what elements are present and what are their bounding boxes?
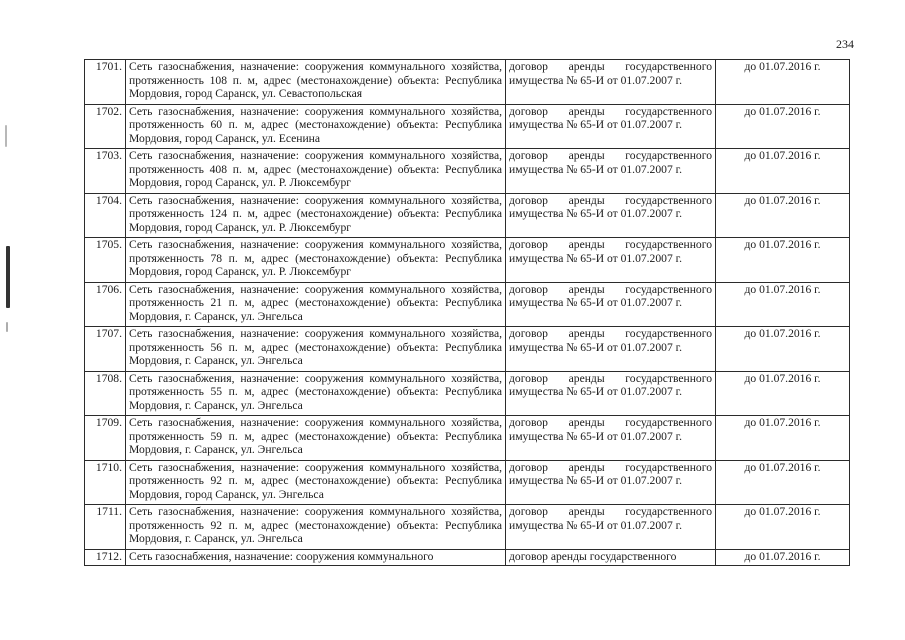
object-description: Сеть газоснабжения, назначение: сооружения коммунального хозяйства, протяженность 108 п. м, адрес (местонахождение) объекта: Республика Мордовия, город Саранск, ул. Севастопольская [126, 60, 506, 105]
row-number: 1706. [85, 282, 126, 327]
object-description: Сеть газоснабжения, назначение: сооружения коммунального хозяйства, протяженность 60 п. м, адрес (местонахождение) объекта: Республика Мордовия, город Саранск, ул. Есенина [126, 104, 506, 149]
object-description: Сеть газоснабжения, назначение: сооружения коммунального хозяйства, протяженность 92 п. м, адрес (местонахождение) объекта: Республика Мордовия, г. Саранск, ул. Энгельса [126, 505, 506, 550]
table-row [85, 505, 850, 550]
lease-basis: договор аренды государственного имущества № 65-И от 01.07.2007 г. [506, 505, 716, 550]
lease-basis: договор аренды государственного имущества № 65-И от 01.07.2007 г. [506, 60, 716, 105]
table-row [85, 238, 850, 283]
row-number: 1711. [85, 505, 126, 550]
lease-term: до 01.07.2016 г. [716, 60, 850, 105]
lease-term: до 01.07.2016 г. [716, 327, 850, 372]
table-row [85, 60, 850, 105]
table-row [85, 193, 850, 238]
lease-term-text: до 01.07.2016 г. [744, 549, 821, 563]
lease-term: до 01.07.2016 г. [716, 193, 850, 238]
table-row [85, 416, 850, 461]
lease-term: до 01.07.2016 г. [716, 104, 850, 149]
table-row [85, 282, 850, 327]
lease-basis: договор аренды государственного имущества № 65-И от 01.07.2007 г. [506, 371, 716, 416]
lease-basis: договор аренды государственного имущества № 65-И от 01.07.2007 г. [506, 460, 716, 505]
row-number: 1708. [85, 371, 126, 416]
lease-term: до 01.07.2016 г. [716, 282, 850, 327]
object-description: Сеть газоснабжения, назначение: сооружения коммунального хозяйства, протяженность 78 п. м, адрес (местонахождение) объекта: Республика Мордовия, город Саранск, ул. Р. Люксембург [126, 238, 506, 283]
scan-artifact-bottom [6, 322, 8, 332]
page-number: 234 [836, 37, 854, 51]
lease-term: до 01.07.2016 г. [716, 460, 850, 505]
lease-term: до 01.07.2016 г. [716, 371, 850, 416]
row-number: 1704. [85, 193, 126, 238]
lease-basis: договор аренды государственного имущества № 65-И от 01.07.2007 г. [506, 416, 716, 461]
row-number: 1703. [85, 149, 126, 194]
lease-term [716, 549, 850, 565]
object-description: Сеть газоснабжения, назначение: сооружения коммунального хозяйства, протяженность 55 п. м, адрес (местонахождение) объекта: Республика Мордовия, г. Саранск, ул. Энгельса [126, 371, 506, 416]
object-description: Сеть газоснабжения, назначение: сооружения коммунального хозяйства, протяженность 92 п. м, адрес (местонахождение) объекта: Республика Мордовия, город Саранск, ул. Энгельса [126, 460, 506, 505]
scan-artifact-binding [6, 246, 10, 308]
row-number [85, 549, 126, 565]
row-number: 1701. [85, 60, 126, 105]
object-description: Сеть газоснабжения, назначение: сооружения коммунального хозяйства, протяженность 21 п. м, адрес (местонахождение) объекта: Республика Мордовия, г. Саранск, ул. Энгельса [126, 282, 506, 327]
row-number: 1702. [85, 104, 126, 149]
row-number: 1707. [85, 327, 126, 372]
object-description: Сеть газоснабжения, назначение: сооружения коммунального хозяйства, протяженность 56 п. м, адрес (местонахождение) объекта: Республика Мордовия, г. Саранск, ул. Энгельса [126, 327, 506, 372]
lease-term: до 01.07.2016 г. [716, 238, 850, 283]
table-row [85, 149, 850, 194]
lease-basis: договор аренды государственного имущества № 65-И от 01.07.2007 г. [506, 104, 716, 149]
scan-artifact-top [5, 125, 7, 147]
lease-basis [506, 549, 716, 565]
lease-basis: договор аренды государственного имущества № 65-И от 01.07.2007 г. [506, 238, 716, 283]
table-row [85, 549, 850, 565]
object-description-text: Сеть газоснабжения, назначение: сооружения коммунального [129, 549, 434, 563]
property-register-table [84, 59, 850, 566]
row-number: 1705. [85, 238, 126, 283]
lease-basis: договор аренды государственного имущества № 65-И от 01.07.2007 г. [506, 327, 716, 372]
row-number-text: 1712. [95, 549, 122, 563]
table-row [85, 327, 850, 372]
lease-term: до 01.07.2016 г. [716, 149, 850, 194]
lease-basis: договор аренды государственного имущества № 65-И от 01.07.2007 г. [506, 282, 716, 327]
row-number: 1710. [85, 460, 126, 505]
table-row [85, 460, 850, 505]
object-description: Сеть газоснабжения, назначение: сооружения коммунального хозяйства, протяженность 124 п. м, адрес (местонахождение) объекта: Республика Мордовия, город Саранск, ул. Р. Люксембург [126, 193, 506, 238]
row-number: 1709. [85, 416, 126, 461]
object-description: Сеть газоснабжения, назначение: сооружения коммунального хозяйства, протяженность 408 п. м, адрес (местонахождение) объекта: Республика Мордовия, город Саранск, ул. Р. Люксембург [126, 149, 506, 194]
lease-basis-text: договор аренды государственного [509, 549, 677, 563]
table-row [85, 371, 850, 416]
object-description [126, 549, 506, 565]
table-row [85, 104, 850, 149]
lease-term: до 01.07.2016 г. [716, 416, 850, 461]
lease-term: до 01.07.2016 г. [716, 505, 850, 550]
lease-basis: договор аренды государственного имущества № 65-И от 01.07.2007 г. [506, 149, 716, 194]
object-description: Сеть газоснабжения, назначение: сооружения коммунального хозяйства, протяженность 59 п. м, адрес (местонахождение) объекта: Республика Мордовия, г. Саранск, ул. Энгельса [126, 416, 506, 461]
lease-basis: договор аренды государственного имущества № 65-И от 01.07.2007 г. [506, 193, 716, 238]
